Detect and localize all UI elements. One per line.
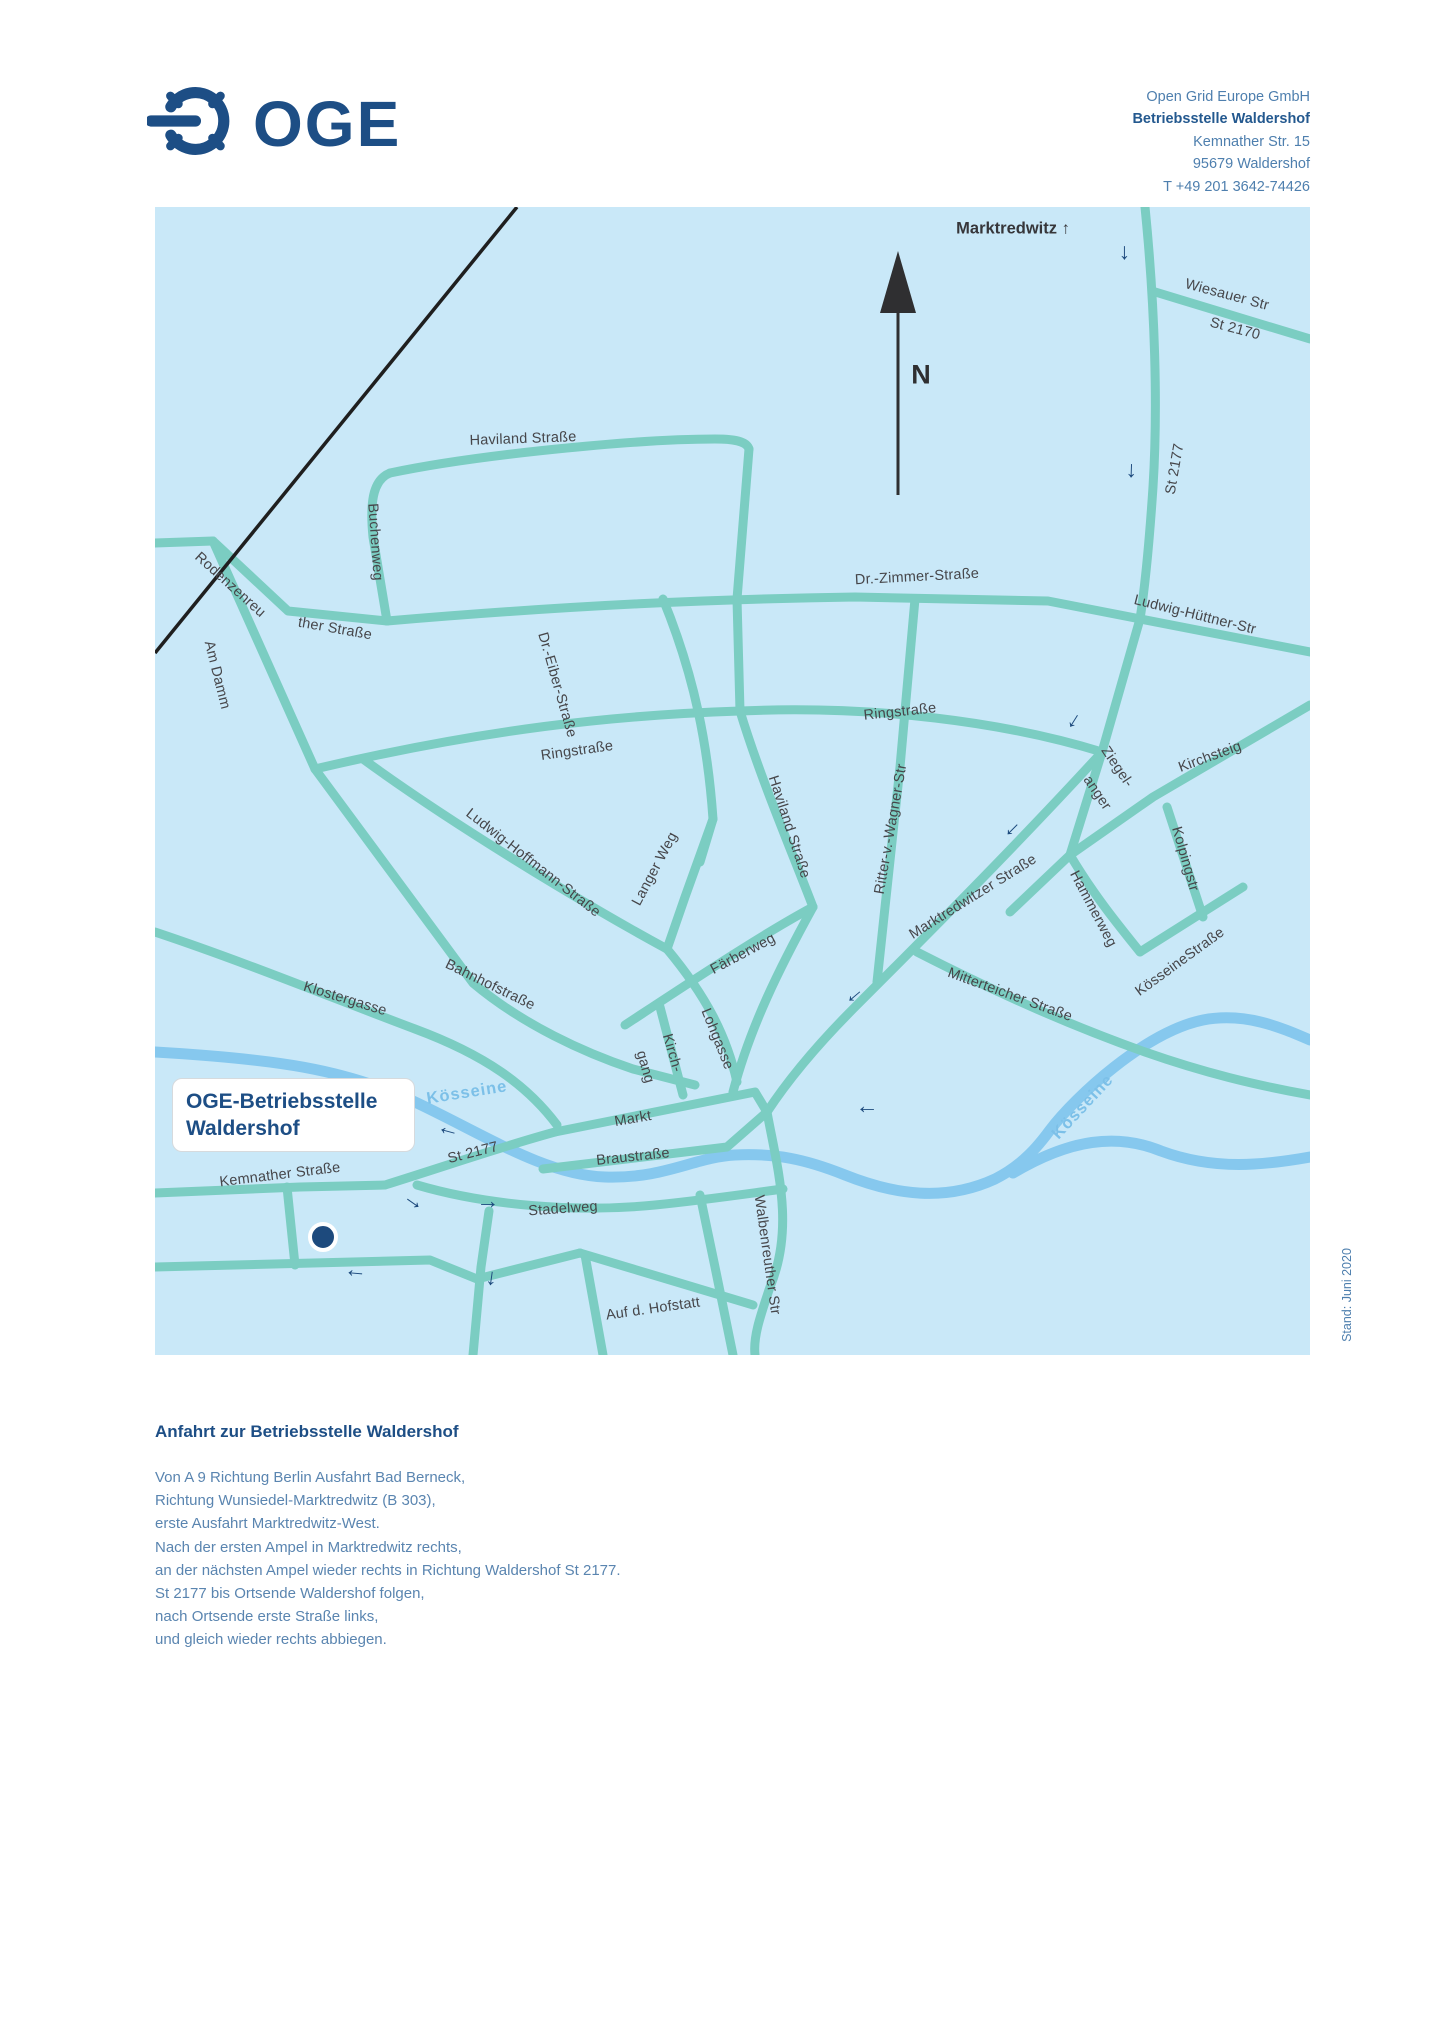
street-label: Klostergasse xyxy=(301,978,389,1020)
directions-line: nach Ortsende erste Straße links, xyxy=(155,1608,379,1626)
marker-box-line1: OGE-Betriebsstelle xyxy=(186,1090,378,1113)
street-label: Kirch- xyxy=(658,1032,686,1074)
street-label: St 2177 xyxy=(1162,442,1188,496)
street-label: Ziegel- xyxy=(1097,743,1137,791)
logo-text: OGE xyxy=(253,87,402,160)
street-label: Rodenzenreu xyxy=(191,549,269,621)
route-arrow-icon: → xyxy=(1122,459,1149,483)
directions-line: an der nächsten Ampel wieder rechts in Richtung Waldershof St 2177. xyxy=(155,1561,621,1579)
street-label: Dr.-Eiber-Straße xyxy=(534,630,580,740)
map-label-layer xyxy=(155,207,1310,1355)
contact-line: 95679 Waldershof xyxy=(1192,156,1310,173)
oge-logo-icon xyxy=(147,78,237,169)
street-label: Stadelweg xyxy=(527,1198,599,1220)
route-arrow-icon: → xyxy=(998,815,1033,850)
street-label: Buchenweg xyxy=(364,502,386,582)
contact-line: Betriebsstelle Waldershof xyxy=(1132,111,1310,128)
contact-line: Open Grid Europe GmbH xyxy=(1146,89,1310,105)
route-arrow-icon: → xyxy=(398,1182,433,1217)
directions-line: Nach der ersten Ampel in Marktredwitz rechts, xyxy=(155,1538,462,1556)
destination-label: Marktredwitz ↑ xyxy=(956,219,1070,238)
street-label: Lohgasse xyxy=(697,1006,737,1072)
street-label: KösseineStraße xyxy=(1132,924,1228,1000)
directions-line: und gleich wieder rechts abbiegen. xyxy=(155,1631,387,1649)
route-arrow-icon: → xyxy=(342,1263,368,1292)
street-label: Haviland Straße xyxy=(764,773,814,881)
directions-line: St 2177 bis Ortsende Waldershof folgen, xyxy=(155,1585,425,1603)
directions-line: erste Ausfahrt Marktredwitz-West. xyxy=(155,1515,380,1533)
contact-line: T +49 201 3642-74426 xyxy=(1163,178,1310,195)
street-label: Färberweg xyxy=(707,930,779,978)
route-arrow-icon: → xyxy=(840,982,875,1017)
route-arrow-icon: → xyxy=(476,1187,500,1214)
street-label: Mitterteicher Straße xyxy=(945,965,1075,1025)
street-label: Marktredwitzer Straße xyxy=(906,851,1040,943)
street-label: Haviland Straße xyxy=(469,429,577,449)
directions-lines xyxy=(155,1466,855,1652)
street-label: Kolpingstr xyxy=(1168,824,1202,894)
marker-box-line2: Waldershof xyxy=(186,1117,300,1140)
street-label: St 2170 xyxy=(1208,314,1262,344)
street-label: Ringstraße xyxy=(862,700,938,724)
river-label: Kösseine xyxy=(1048,1070,1117,1143)
route-arrow-icon: → xyxy=(1115,241,1142,265)
street-label: Wiesauer Str xyxy=(1183,276,1271,314)
stand-note: Stand: Juni 2020 xyxy=(1340,1248,1354,1342)
street-label: Kemnather Straße xyxy=(218,1159,342,1191)
street-label: Markt xyxy=(613,1107,653,1131)
map xyxy=(155,207,1310,1355)
marker-box xyxy=(172,1078,415,1152)
street-label: anger xyxy=(1079,772,1115,814)
directions-section xyxy=(155,1422,855,1652)
contact-line: Kemnather Str. 15 xyxy=(1193,133,1310,150)
directions-line: Richtung Wunsiedel-Marktredwitz (B 303), xyxy=(155,1492,436,1510)
street-label: Ludwig-Hüttner-Str xyxy=(1132,592,1258,638)
street-label: Ritter-v.-Wagner-Str xyxy=(871,762,911,896)
route-arrow-icon: → xyxy=(432,1119,462,1152)
street-label: Braustraße xyxy=(595,1145,671,1169)
street-label: Am Damm xyxy=(200,639,234,711)
directions-line: Von A 9 Richtung Berlin Ausfahrt Bad Berneck, xyxy=(155,1469,466,1486)
street-label: Walbenreuther Str xyxy=(750,1194,784,1316)
north-label: N xyxy=(911,359,931,390)
logo xyxy=(147,78,401,169)
street-label: Auf d. Hofstatt xyxy=(604,1294,702,1324)
street-label: ther Straße xyxy=(296,614,374,644)
route-arrow-icon: → xyxy=(1060,706,1095,740)
route-arrow-icon: → xyxy=(855,1100,879,1127)
directions-title: Anfahrt zur Betriebsstelle Waldershof xyxy=(155,1422,459,1441)
street-label: Ludwig-Hoffmann-Straße xyxy=(462,805,604,921)
street-label: Kirchsteig xyxy=(1176,738,1244,776)
river-label: Kösseine xyxy=(425,1077,509,1108)
street-label: Hammerweg xyxy=(1066,868,1120,950)
contact-block xyxy=(1010,86,1310,198)
street-label: gang xyxy=(632,1048,658,1086)
street-label: Dr.-Zimmer-Straße xyxy=(854,565,980,589)
street-label: St 2177 xyxy=(446,1139,500,1167)
street-label: Bahnhofstraße xyxy=(442,956,538,1014)
route-arrow-icon: → xyxy=(481,1265,510,1293)
street-label: Ringstraße xyxy=(539,738,615,764)
street-label: Langer Weg xyxy=(628,829,682,909)
